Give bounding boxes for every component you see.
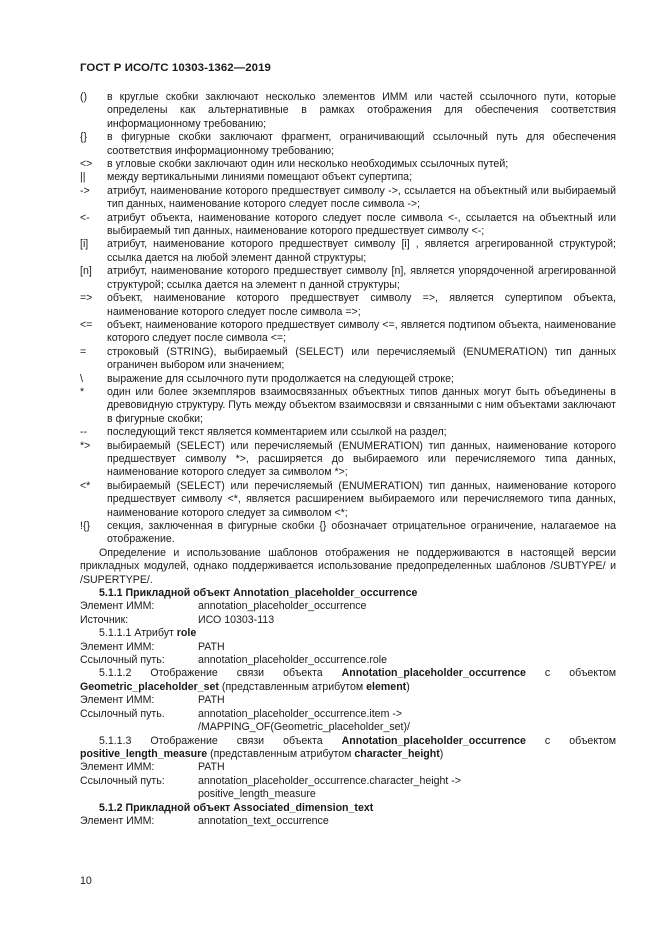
definition-symbol: -> xyxy=(80,184,90,197)
definition-symbol: || xyxy=(80,171,86,184)
heading-text: (представленным атрибутом xyxy=(221,680,364,693)
kv-row xyxy=(80,654,616,667)
definition-symbol: <* xyxy=(80,479,91,492)
kv-block-512 xyxy=(80,815,616,828)
heading-text: с объектом xyxy=(544,667,616,680)
definition-text: атрибут, наименование которого предшествует символу [i] , является агрегированной структурой; ссылка дается на любой элемент данной структуры; xyxy=(107,238,616,264)
kv-key: Элемент ИММ: xyxy=(80,814,155,827)
kv-value: annotation_placeholder_occurrence.item -> xyxy=(198,707,403,720)
kv-key: Элемент ИММ: xyxy=(80,694,155,707)
definition-row xyxy=(80,373,616,386)
kv-key: Источник: xyxy=(80,613,129,626)
definition-row xyxy=(80,319,616,346)
definition-text: атрибут объекта, наименование которого следует после символа <-, ссылается на объектный или выбираемый тип данных, наименование которого предшествует символу <-; xyxy=(107,211,616,238)
definition-text: один или более экземпляров взаимосвязанных объектных типов данных могут быть объединены в древовидную структуру. Путь между объектом взаимосвязи и связанными с ним объектами заключают в фигурные скобки; xyxy=(107,385,616,425)
definition-symbol: * xyxy=(80,385,85,398)
kv-row xyxy=(80,641,616,654)
definition-text: последующий текст является комментарием или ссылкой на раздел; xyxy=(107,426,447,439)
definition-text: между вертикальными линиями помещают объект супертипа; xyxy=(107,171,413,184)
definition-text: атрибут, наименование которого предшествует символу ->, ссылается на объектный или выбираемый тип данных, наименование которого следует после символа ->; xyxy=(107,184,616,211)
definition-symbol: () xyxy=(80,91,88,103)
definition-row xyxy=(80,185,616,212)
page-content xyxy=(80,91,616,828)
definition-text: в круглые скобки заключают несколько элементов ИММ или частей ссылочного пути, которые определены как альтернативные в рамках отображения для обеспечения соответствия информационному требованию; xyxy=(107,91,616,130)
heading-text: ) xyxy=(439,747,444,760)
section-title: Прикладной объект Annotation_placeholder_occurrence xyxy=(125,587,418,600)
definition-row xyxy=(80,265,616,292)
heading-text: (представленным атрибутом xyxy=(210,747,352,760)
section-heading-5112 xyxy=(80,667,616,694)
kv-row xyxy=(80,721,616,734)
definition-row xyxy=(80,171,616,184)
definition-symbol: = xyxy=(80,345,87,358)
section-heading-511 xyxy=(80,587,616,600)
section-title-prefix: Атрибут xyxy=(134,627,174,640)
definition-text: секция, заключенная в фигурные скобки {} обозначает отрицательное ограничение, налагаемое на отображение. xyxy=(107,520,616,546)
section-heading-512 xyxy=(80,802,616,815)
heading-entity: positive_length_measure xyxy=(80,747,208,760)
kv-row xyxy=(80,694,616,707)
definition-row xyxy=(80,346,616,373)
kv-key: Элемент ИММ: xyxy=(80,600,155,613)
definition-symbol: => xyxy=(80,292,93,305)
kv-key: Ссылочный путь: xyxy=(80,774,165,787)
kv-value: /MAPPING_OF(Geometric_placeholder_set)/ xyxy=(198,721,410,734)
page-number: 10 xyxy=(80,875,92,887)
kv-value: annotation_placeholder_occurrence xyxy=(198,600,367,613)
definition-text: в фигурные скобки заключают фрагмент, ограничивающий ссылочный путь для обеспечения соответствия информационному требованию; xyxy=(107,131,616,157)
definition-row xyxy=(80,158,616,171)
kv-row xyxy=(80,600,616,613)
section-number: 5.1.1.3 xyxy=(99,734,132,747)
notation-definitions-list xyxy=(80,91,616,547)
definition-text: выбираемый (SELECT) или перечисляемый (ENUMERATION) тип данных, наименование которого предшествует символу <*, является расширением выбираемого или перечисляемого типа данных, наименование которого следует за символом <*; xyxy=(107,479,616,519)
kv-key: Ссылочный путь: xyxy=(80,654,165,667)
definition-row xyxy=(80,131,616,158)
kv-value: PATH xyxy=(198,694,225,707)
kv-key: Элемент ИММ: xyxy=(80,761,155,774)
kv-key: Ссылочный путь. xyxy=(80,707,165,720)
standard-header: ГОСТ Р ИСО/ТС 10303-1362—2019 xyxy=(80,62,271,74)
definition-symbol: <- xyxy=(80,211,90,224)
section-number: 5.1.2 xyxy=(99,801,123,814)
definition-row xyxy=(80,238,616,265)
section-title-attribute: role xyxy=(176,627,197,640)
definition-text: объект, наименование которого предшествует символу <=, является подтипом объекта, наименование которого следует после символа <=; xyxy=(107,318,616,345)
kv-value: ИСО 10303-113 xyxy=(198,613,275,626)
definition-text: в угловые скобки заключают один или несколько необходимых ссылочных путей; xyxy=(107,158,509,171)
heading-text: с объектом xyxy=(544,734,616,747)
definition-row xyxy=(80,480,616,520)
definition-text: выражение для ссылочного пути продолжается на следующей строке; xyxy=(107,372,454,385)
definition-text: выбираемый (SELECT) или перечисляемый (ENUMERATION) тип данных, наименование которого предшествует символу *>, расширяется до выбираемого или перечисляемого типа данных, наименование которого следует за символом *>; xyxy=(107,439,616,479)
kv-block-5111 xyxy=(80,641,616,668)
definition-row xyxy=(80,426,616,439)
kv-value: annotation_placeholder_occurrence.role xyxy=(198,654,388,667)
heading-attribute: character_height xyxy=(354,747,440,760)
definition-symbol: [n] xyxy=(80,265,92,278)
section-number: 5.1.1 xyxy=(99,587,123,600)
kv-value: positive_length_measure xyxy=(198,788,316,801)
definition-text: объект, наименование которого предшествует символу =>, является супертипом объекта, наименование которого следует после символа =>; xyxy=(107,292,616,318)
kv-block-5113 xyxy=(80,761,616,801)
section-number: 5.1.1.1 xyxy=(99,627,132,640)
definition-symbol: {} xyxy=(80,131,88,144)
definition-symbol: [i] xyxy=(80,238,89,251)
heading-entity: Geometric_placeholder_set xyxy=(80,680,219,693)
kv-value: PATH xyxy=(198,761,225,774)
definition-symbol: *> xyxy=(80,439,91,452)
definition-text: атрибут, наименование которого предшествует символу [n], является упорядоченной агрегированной структурой; ссылка дается на элемент n данной структуры; xyxy=(107,265,616,291)
definition-symbol: <> xyxy=(80,158,93,171)
heading-text: Отображение связи объекта xyxy=(150,667,323,680)
definition-row xyxy=(80,292,616,319)
definition-symbol: -- xyxy=(80,426,88,439)
kv-row xyxy=(80,788,616,801)
section-number: 5.1.1.2 xyxy=(99,667,132,680)
kv-row xyxy=(80,775,616,788)
section-heading-5111 xyxy=(80,627,616,640)
section-title: Прикладной объект Associated_dimension_text xyxy=(125,801,374,814)
heading-text: ) xyxy=(406,680,410,693)
heading-text: Отображение связи объекта xyxy=(150,734,323,747)
kv-block-511 xyxy=(80,600,616,627)
definition-row xyxy=(80,520,616,547)
definition-row xyxy=(80,91,616,131)
kv-row xyxy=(80,815,616,828)
kv-row xyxy=(80,614,616,627)
definition-row xyxy=(80,212,616,239)
kv-value: annotation_text_occurrence xyxy=(198,814,329,827)
kv-key: Элемент ИММ: xyxy=(80,640,155,653)
kv-row xyxy=(80,708,616,721)
definition-symbol: \ xyxy=(80,372,83,385)
heading-attribute: element xyxy=(366,680,407,693)
definition-row xyxy=(80,386,616,426)
definition-row xyxy=(80,440,616,480)
definition-symbol: !{} xyxy=(80,520,91,532)
kv-block-5112 xyxy=(80,694,616,734)
definition-symbol: <= xyxy=(80,318,93,331)
kv-row xyxy=(80,761,616,774)
kv-value: annotation_placeholder_occurrence.character_height -> xyxy=(198,774,461,787)
section-heading-5113 xyxy=(80,735,616,762)
kv-value: PATH xyxy=(198,640,225,653)
intro-paragraph: Определение и использование шаблонов отображения не поддерживаются в настоящей версии прикладных модулей, однако поддерживается использование предопределенных шаблонов /SUBTYPE/ и /SUPERTYPE/. xyxy=(80,546,616,586)
heading-entity: Annotation_placeholder_occurrence xyxy=(341,734,526,747)
definition-text: строковый (STRING), выбираемый (SELECT) или перечисляемый (ENUMERATION) тип данных ограничен выбором или значением; xyxy=(107,345,616,372)
heading-entity: Annotation_placeholder_occurrence xyxy=(341,667,526,680)
